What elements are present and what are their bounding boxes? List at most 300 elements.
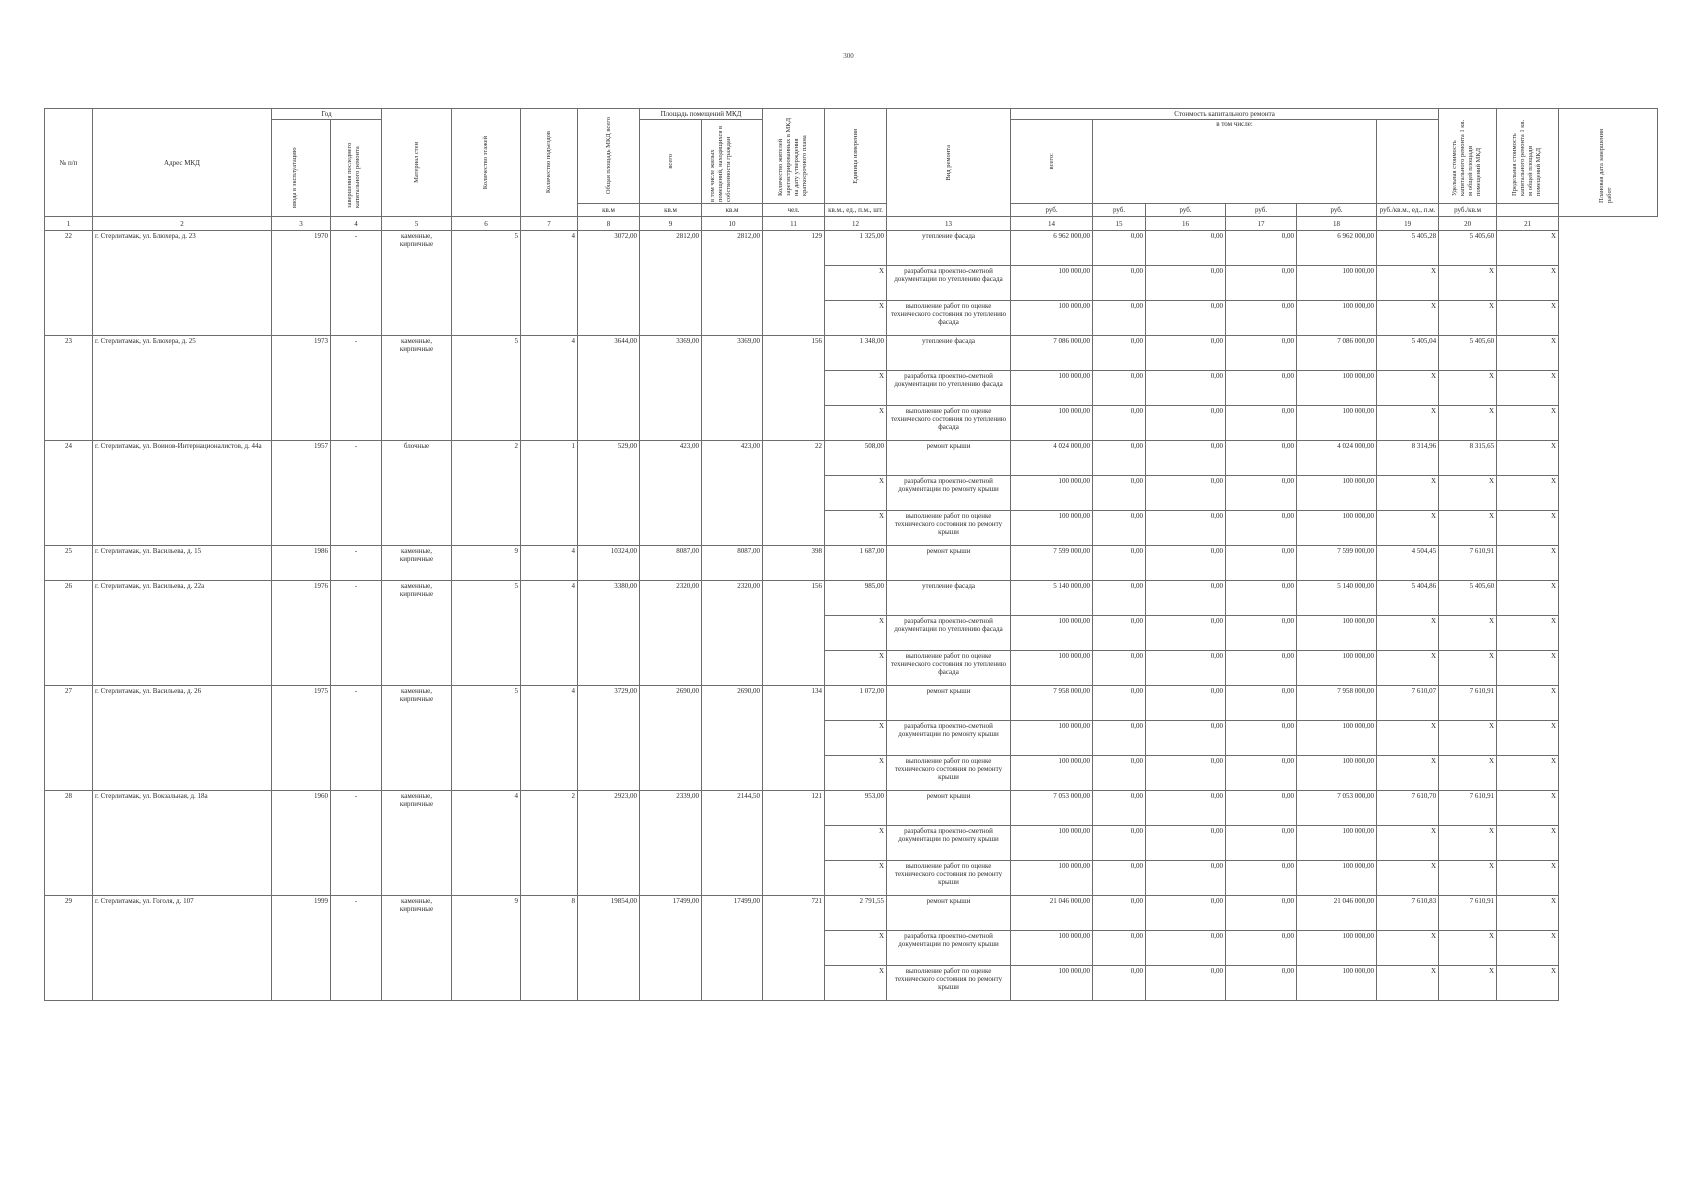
subrow-cost-owners: 100 000,00 [1297, 756, 1377, 791]
row-wall-material: каменные, кирпичные [382, 791, 452, 896]
row-unit-cost: 7 610,07 [1377, 686, 1439, 721]
row-year-last-repair: - [331, 686, 382, 791]
table-row [45, 581, 1658, 616]
row-cost-owners: 21 046 000,00 [1297, 896, 1377, 931]
column-number: 21 [1497, 217, 1559, 231]
subrow-repair-type: выполнение работ по оценке технического состояния по утеплению фасада [887, 406, 1011, 441]
subrow-planned-date: X [1497, 931, 1559, 966]
row-premises-total: 17499,00 [640, 896, 702, 1001]
subrow-planned-date: X [1497, 721, 1559, 756]
row-planned-date: X [1497, 581, 1559, 616]
subrow-repair-type: выполнение работ по оценке технического состояния по ремонту крыши [887, 861, 1011, 896]
subrow-repair-type: разработка проектно-сметной документации по ремонту крыши [887, 476, 1011, 511]
unit-cost-local: руб. [1226, 204, 1297, 217]
row-residents: 121 [763, 791, 825, 896]
subrow-cost-total: 100 000,00 [1011, 266, 1093, 301]
unit-cost-owners: руб. [1297, 204, 1377, 217]
row-cost-local: 0,00 [1226, 336, 1297, 371]
table-row [45, 686, 1658, 721]
row-premises-total: 3369,00 [640, 336, 702, 441]
row-repair-type: ремонт крыши [887, 546, 1011, 581]
subrow-unit-cost: X [1377, 756, 1439, 791]
row-year-commission: 1970 [272, 231, 331, 336]
subrow-unit-cost: X [1377, 476, 1439, 511]
row-year-last-repair: - [331, 791, 382, 896]
row-cost-fund: 0,00 [1093, 686, 1146, 721]
header-residents: Количество жителей зарегистрированных в МКД на дату утверждения краткосрочного плана [763, 109, 825, 204]
row-measure: 508,00 [825, 441, 887, 476]
subrow-limit-cost: X [1439, 371, 1497, 406]
row-measure: 1 072,00 [825, 686, 887, 721]
capital-repair-table [44, 108, 1658, 1001]
column-number: 17 [1226, 217, 1297, 231]
row-year-last-repair: - [331, 581, 382, 686]
subrow-measure: X [825, 616, 887, 651]
subrow-unit-cost: X [1377, 266, 1439, 301]
subrow-unit-cost: X [1377, 371, 1439, 406]
subrow-cost-fund: 0,00 [1093, 266, 1146, 301]
column-number: 6 [452, 217, 521, 231]
row-number: 29 [45, 896, 93, 1001]
subrow-cost-republic: 0,00 [1146, 826, 1226, 861]
row-planned-date: X [1497, 791, 1559, 826]
header-repair-type: Вид ремонта [887, 109, 1011, 217]
subrow-measure: X [825, 861, 887, 896]
subrow-cost-total: 100 000,00 [1011, 371, 1093, 406]
row-total-area: 2923,00 [578, 791, 640, 896]
row-unit-cost: 5 405,28 [1377, 231, 1439, 266]
subrow-cost-republic: 0,00 [1146, 616, 1226, 651]
row-cost-owners: 7 599 000,00 [1297, 546, 1377, 581]
subrow-cost-owners: 100 000,00 [1297, 651, 1377, 686]
unit-cost-total: руб. [1011, 204, 1093, 217]
subrow-cost-fund: 0,00 [1093, 476, 1146, 511]
row-repair-type: ремонт крыши [887, 791, 1011, 826]
subrow-cost-owners: 100 000,00 [1297, 616, 1377, 651]
row-wall-material: каменные, кирпичные [382, 686, 452, 791]
row-residents: 721 [763, 896, 825, 1001]
row-entrances: 4 [521, 581, 578, 686]
row-entrances: 4 [521, 231, 578, 336]
row-repair-type: утепление фасада [887, 336, 1011, 371]
row-unit-cost: 7 610,70 [1377, 791, 1439, 826]
row-year-commission: 1960 [272, 791, 331, 896]
subrow-planned-date: X [1497, 301, 1559, 336]
row-cost-owners: 7 086 000,00 [1297, 336, 1377, 371]
subrow-limit-cost: X [1439, 301, 1497, 336]
subrow-cost-local: 0,00 [1226, 651, 1297, 686]
row-premises-total: 423,00 [640, 441, 702, 546]
row-wall-material: каменные, кирпичные [382, 896, 452, 1001]
row-limit-cost: 7 610,91 [1439, 546, 1497, 581]
subrow-cost-owners: 100 000,00 [1297, 371, 1377, 406]
subrow-cost-total: 100 000,00 [1011, 826, 1093, 861]
row-cost-fund: 0,00 [1093, 896, 1146, 931]
column-number: 9 [640, 217, 702, 231]
row-number: 26 [45, 581, 93, 686]
subrow-cost-republic: 0,00 [1146, 756, 1226, 791]
subrow-unit-cost: X [1377, 931, 1439, 966]
subrow-unit-cost: X [1377, 651, 1439, 686]
row-wall-material: каменные, кирпичные [382, 231, 452, 336]
column-number: 5 [382, 217, 452, 231]
subrow-planned-date: X [1497, 266, 1559, 301]
row-address: г. Стерлитамак, ул. Васильева, д. 15 [93, 546, 272, 581]
row-unit-cost: 4 504,45 [1377, 546, 1439, 581]
row-year-last-repair: - [331, 441, 382, 546]
subrow-cost-total: 100 000,00 [1011, 301, 1093, 336]
subrow-cost-fund: 0,00 [1093, 861, 1146, 896]
subrow-cost-total: 100 000,00 [1011, 616, 1093, 651]
row-total-area: 3380,00 [578, 581, 640, 686]
subrow-planned-date: X [1497, 616, 1559, 651]
header-limit-cost: Предельная стоимость капитального ремонта 1 кв. м общей площади помещений МКД [1497, 109, 1559, 204]
subrow-cost-owners: 100 000,00 [1297, 721, 1377, 756]
row-floors: 9 [452, 896, 521, 1001]
row-premises-total: 2690,00 [640, 686, 702, 791]
row-wall-material: каменные, кирпичные [382, 581, 452, 686]
header-year-commission: ввода в эксплуатацию [272, 120, 331, 217]
subrow-cost-owners: 100 000,00 [1297, 966, 1377, 1001]
subrow-cost-republic: 0,00 [1146, 721, 1226, 756]
subrow-measure: X [825, 826, 887, 861]
row-cost-republic: 0,00 [1146, 581, 1226, 616]
row-number: 24 [45, 441, 93, 546]
subrow-unit-cost: X [1377, 406, 1439, 441]
row-premises-residential: 17499,00 [702, 896, 763, 1001]
subrow-cost-total: 100 000,00 [1011, 861, 1093, 896]
row-cost-local: 0,00 [1226, 441, 1297, 476]
row-measure: 985,00 [825, 581, 887, 616]
row-address: г. Стерлитамак, ул. Блюхера, д. 23 [93, 231, 272, 336]
subrow-cost-local: 0,00 [1226, 371, 1297, 406]
subrow-cost-local: 0,00 [1226, 826, 1297, 861]
subrow-cost-republic: 0,00 [1146, 861, 1226, 896]
unit-limit-cost: руб./кв.м [1439, 204, 1497, 217]
subrow-cost-republic: 0,00 [1146, 966, 1226, 1001]
subrow-limit-cost: X [1439, 861, 1497, 896]
register-table [44, 108, 1658, 1001]
subrow-cost-republic: 0,00 [1146, 301, 1226, 336]
row-total-area: 3729,00 [578, 686, 640, 791]
row-premises-residential: 3369,00 [702, 336, 763, 441]
row-unit-cost: 5 404,86 [1377, 581, 1439, 616]
row-entrances: 2 [521, 791, 578, 896]
column-number: 8 [578, 217, 640, 231]
subrow-limit-cost: X [1439, 966, 1497, 1001]
subrow-measure: X [825, 266, 887, 301]
row-total-area: 10324,00 [578, 546, 640, 581]
column-number: 16 [1146, 217, 1226, 231]
subrow-cost-republic: 0,00 [1146, 476, 1226, 511]
row-residents: 398 [763, 546, 825, 581]
row-unit-cost: 7 610,83 [1377, 896, 1439, 931]
subrow-cost-total: 100 000,00 [1011, 721, 1093, 756]
subrow-cost-local: 0,00 [1226, 406, 1297, 441]
header-address: Адрес МКД [93, 109, 272, 217]
table-row [45, 336, 1658, 371]
row-premises-total: 2320,00 [640, 581, 702, 686]
row-planned-date: X [1497, 896, 1559, 931]
column-number: 7 [521, 217, 578, 231]
header-premises-group: Площадь помещений МКД [640, 109, 763, 120]
row-limit-cost: 7 610,91 [1439, 791, 1497, 826]
row-cost-local: 0,00 [1226, 896, 1297, 931]
subrow-cost-fund: 0,00 [1093, 651, 1146, 686]
column-number: 10 [702, 217, 763, 231]
subrow-repair-type: разработка проектно-сметной документации по ремонту крыши [887, 721, 1011, 756]
row-cost-total: 7 053 000,00 [1011, 791, 1093, 826]
row-cost-local: 0,00 [1226, 231, 1297, 266]
row-measure: 1 687,00 [825, 546, 887, 581]
subrow-limit-cost: X [1439, 721, 1497, 756]
subrow-measure: X [825, 966, 887, 1001]
subrow-cost-local: 0,00 [1226, 756, 1297, 791]
column-number: 12 [825, 217, 887, 231]
subrow-cost-owners: 100 000,00 [1297, 266, 1377, 301]
subrow-cost-local: 0,00 [1226, 266, 1297, 301]
subrow-limit-cost: X [1439, 476, 1497, 511]
row-repair-type: утепление фасада [887, 231, 1011, 266]
subrow-limit-cost: X [1439, 616, 1497, 651]
row-premises-residential: 8087,00 [702, 546, 763, 581]
subrow-planned-date: X [1497, 966, 1559, 1001]
row-cost-republic: 0,00 [1146, 791, 1226, 826]
subrow-cost-owners: 100 000,00 [1297, 301, 1377, 336]
subrow-limit-cost: X [1439, 406, 1497, 441]
row-entrances: 4 [521, 336, 578, 441]
subrow-unit-cost: X [1377, 826, 1439, 861]
header-floors: Количество этажей [452, 109, 521, 217]
row-repair-type: ремонт крыши [887, 686, 1011, 721]
row-premises-residential: 2812,00 [702, 231, 763, 336]
subrow-cost-fund: 0,00 [1093, 826, 1146, 861]
subrow-limit-cost: X [1439, 266, 1497, 301]
table-row [45, 441, 1658, 476]
subrow-cost-republic: 0,00 [1146, 371, 1226, 406]
header-unit-cost: Удельная стоимость капитального ремонта 1 кв. м общей площади помещений МКД [1439, 109, 1497, 204]
row-wall-material: каменные, кирпичные [382, 336, 452, 441]
row-year-last-repair: - [331, 896, 382, 1001]
row-cost-republic: 0,00 [1146, 336, 1226, 371]
header-no: № п/п [45, 109, 93, 217]
row-cost-fund: 0,00 [1093, 581, 1146, 616]
row-cost-owners: 5 140 000,00 [1297, 581, 1377, 616]
row-measure: 1 325,00 [825, 231, 887, 266]
unit-unit-cost: руб./кв.м., ед., п.м. [1377, 204, 1439, 217]
row-cost-total: 21 046 000,00 [1011, 896, 1093, 931]
subrow-unit-cost: X [1377, 511, 1439, 546]
row-planned-date: X [1497, 546, 1559, 581]
subrow-measure: X [825, 721, 887, 756]
subrow-measure: X [825, 371, 887, 406]
subrow-cost-fund: 0,00 [1093, 371, 1146, 406]
unit-premises-residential: кв.м [702, 204, 763, 217]
subrow-cost-republic: 0,00 [1146, 931, 1226, 966]
subrow-cost-owners: 100 000,00 [1297, 406, 1377, 441]
table-row [45, 546, 1658, 581]
table-row [45, 231, 1658, 266]
column-number: 20 [1439, 217, 1497, 231]
row-cost-fund: 0,00 [1093, 546, 1146, 581]
row-premises-residential: 2690,00 [702, 686, 763, 791]
column-number: 15 [1093, 217, 1146, 231]
subrow-unit-cost: X [1377, 721, 1439, 756]
subrow-cost-fund: 0,00 [1093, 406, 1146, 441]
row-residents: 156 [763, 581, 825, 686]
header-total-area: Общая площадь МКД всего [578, 109, 640, 204]
row-total-area: 3644,00 [578, 336, 640, 441]
subrow-cost-total: 100 000,00 [1011, 476, 1093, 511]
row-measure: 953,00 [825, 791, 887, 826]
row-total-area: 529,00 [578, 441, 640, 546]
row-entrances: 4 [521, 546, 578, 581]
row-year-last-repair: - [331, 546, 382, 581]
subrow-planned-date: X [1497, 511, 1559, 546]
row-address: г. Стерлитамак, ул. Васильева, д. 22а [93, 581, 272, 686]
row-cost-fund: 0,00 [1093, 791, 1146, 826]
subrow-cost-fund: 0,00 [1093, 511, 1146, 546]
header-year-group: Год [272, 109, 382, 120]
subrow-repair-type: разработка проектно-сметной документации по утеплению фасада [887, 371, 1011, 406]
subrow-cost-total: 100 000,00 [1011, 966, 1093, 1001]
header-cost-group: Стоимость капитального ремонта [1011, 109, 1439, 120]
unit-premises-total: кв.м [640, 204, 702, 217]
subrow-cost-republic: 0,00 [1146, 406, 1226, 441]
header-cost-total: всего: [1011, 120, 1093, 204]
row-cost-fund: 0,00 [1093, 441, 1146, 476]
row-year-last-repair: - [331, 231, 382, 336]
subrow-cost-total: 100 000,00 [1011, 511, 1093, 546]
header-including: в том числе: [1093, 120, 1377, 204]
row-entrances: 4 [521, 686, 578, 791]
header-wall-material: Материал стен [382, 109, 452, 217]
row-cost-owners: 4 024 000,00 [1297, 441, 1377, 476]
row-address: г. Стерлитамак, ул. Гоголя, д. 107 [93, 896, 272, 1001]
column-number: 18 [1297, 217, 1377, 231]
row-number: 25 [45, 546, 93, 581]
unit-residents: чел. [763, 204, 825, 217]
subrow-cost-owners: 100 000,00 [1297, 511, 1377, 546]
subrow-repair-type: выполнение работ по оценке технического состояния по ремонту крыши [887, 756, 1011, 791]
column-number: 4 [331, 217, 382, 231]
subrow-limit-cost: X [1439, 826, 1497, 861]
row-limit-cost: 5 405,60 [1439, 336, 1497, 371]
column-number: 11 [763, 217, 825, 231]
subrow-unit-cost: X [1377, 616, 1439, 651]
subrow-cost-fund: 0,00 [1093, 931, 1146, 966]
row-floors: 4 [452, 791, 521, 896]
row-cost-local: 0,00 [1226, 686, 1297, 721]
subrow-unit-cost: X [1377, 861, 1439, 896]
row-cost-total: 7 958 000,00 [1011, 686, 1093, 721]
header-unit-measure: Единица измерения [825, 109, 887, 204]
row-limit-cost: 7 610,91 [1439, 686, 1497, 721]
subrow-repair-type: разработка проектно-сметной документации по утеплению фасада [887, 616, 1011, 651]
row-unit-cost: 5 405,04 [1377, 336, 1439, 371]
subrow-cost-fund: 0,00 [1093, 756, 1146, 791]
row-planned-date: X [1497, 336, 1559, 371]
subrow-cost-owners: 100 000,00 [1297, 476, 1377, 511]
header-year-last-repair: завершения последнего капитального ремонта [331, 120, 382, 217]
subrow-planned-date: X [1497, 476, 1559, 511]
row-floors: 5 [452, 231, 521, 336]
row-measure: 2 791,55 [825, 896, 887, 931]
row-cost-total: 7 086 000,00 [1011, 336, 1093, 371]
row-address: г. Стерлитамак, ул. Блюхера, д. 25 [93, 336, 272, 441]
subrow-cost-fund: 0,00 [1093, 301, 1146, 336]
row-total-area: 3072,00 [578, 231, 640, 336]
unit-cost-republic: руб. [1146, 204, 1226, 217]
row-number: 22 [45, 231, 93, 336]
row-cost-total: 6 962 000,00 [1011, 231, 1093, 266]
subrow-repair-type: разработка проектно-сметной документации по утеплению фасада [887, 266, 1011, 301]
subrow-unit-cost: X [1377, 301, 1439, 336]
row-limit-cost: 8 315,65 [1439, 441, 1497, 476]
subrow-measure: X [825, 476, 887, 511]
row-entrances: 8 [521, 896, 578, 1001]
subrow-cost-local: 0,00 [1226, 966, 1297, 1001]
row-repair-type: ремонт крыши [887, 896, 1011, 931]
subrow-cost-total: 100 000,00 [1011, 651, 1093, 686]
row-premises-total: 8087,00 [640, 546, 702, 581]
page-number: 300 [843, 52, 854, 60]
row-planned-date: X [1497, 686, 1559, 721]
column-number: 14 [1011, 217, 1093, 231]
row-cost-total: 4 024 000,00 [1011, 441, 1093, 476]
row-total-area: 19854,00 [578, 896, 640, 1001]
subrow-cost-local: 0,00 [1226, 721, 1297, 756]
table-row [45, 791, 1658, 826]
subrow-measure: X [825, 511, 887, 546]
subrow-cost-republic: 0,00 [1146, 266, 1226, 301]
header-entrances: Количество подъездов [521, 109, 578, 217]
row-cost-local: 0,00 [1226, 581, 1297, 616]
row-premises-total: 2339,00 [640, 791, 702, 896]
row-cost-republic: 0,00 [1146, 686, 1226, 721]
column-number: 3 [272, 217, 331, 231]
subrow-planned-date: X [1497, 406, 1559, 441]
unit-cost-fund: руб. [1093, 204, 1146, 217]
subrow-repair-type: выполнение работ по оценке технического состояния по ремонту крыши [887, 966, 1011, 1001]
subrow-repair-type: разработка проектно-сметной документации по ремонту крыши [887, 931, 1011, 966]
row-year-last-repair: - [331, 336, 382, 441]
header-premises-total: всего [640, 120, 702, 204]
row-cost-fund: 0,00 [1093, 231, 1146, 266]
column-number: 1 [45, 217, 93, 231]
subrow-cost-local: 0,00 [1226, 301, 1297, 336]
row-year-commission: 1976 [272, 581, 331, 686]
subrow-cost-owners: 100 000,00 [1297, 826, 1377, 861]
row-cost-local: 0,00 [1226, 791, 1297, 826]
row-entrances: 1 [521, 441, 578, 546]
unit-measure: кв.м., ед., п.м., шт. [825, 204, 887, 217]
subrow-planned-date: X [1497, 651, 1559, 686]
subrow-measure: X [825, 756, 887, 791]
row-cost-republic: 0,00 [1146, 441, 1226, 476]
subrow-cost-local: 0,00 [1226, 616, 1297, 651]
subrow-repair-type: выполнение работ по оценке технического состояния по утеплению фасада [887, 301, 1011, 336]
subrow-measure: X [825, 406, 887, 441]
row-wall-material: блочные [382, 441, 452, 546]
row-measure: 1 348,00 [825, 336, 887, 371]
subrow-measure: X [825, 301, 887, 336]
row-year-commission: 1975 [272, 686, 331, 791]
row-floors: 5 [452, 686, 521, 791]
row-cost-fund: 0,00 [1093, 336, 1146, 371]
row-floors: 2 [452, 441, 521, 546]
subrow-planned-date: X [1497, 861, 1559, 896]
